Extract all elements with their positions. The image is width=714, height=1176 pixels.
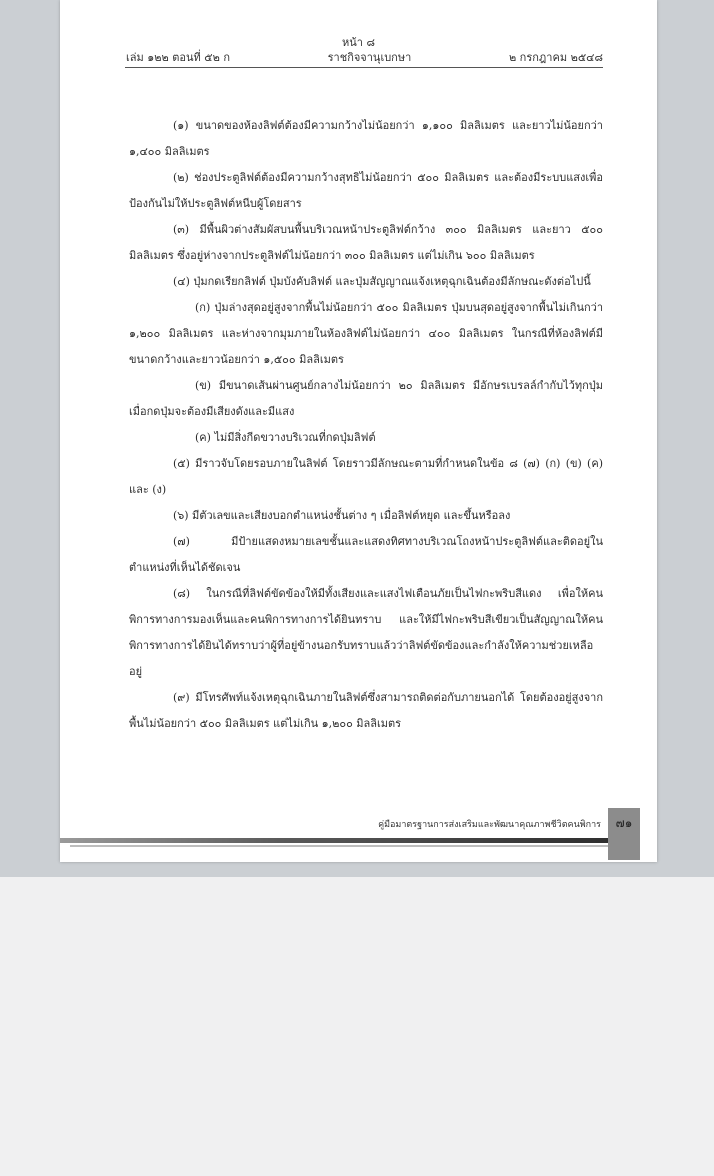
paragraph-7: (๗) มีป้ายแสดงหมายเลขชั้นและแสดงทิศทางบริเวณโถงหน้าประตูลิฟต์และติดอยู่ในตำแหน่งที่เห็นได้ชัดเจน [129, 535, 603, 574]
paragraph-4a: (ก) ปุ่มล่างสุดอยู่สูงจากพื้นไม่น้อยกว่า ๕๐๐ มิลลิเมตร ปุ่มบนสุดอยู่สูงจากพื้นไม่เกินกว่า ๑,๒๐๐ มิลลิเมตร และห่างจากมุมภายในห้องลิฟต์ไม่น้อยกว่า ๔๐๐ มิลลิเมตร ในกรณีที่ห้องลิฟต์มีขนาดกว้างและยาวน้อยกว่า ๑,๕๐๐ มิลลิเมตร [129, 301, 603, 366]
paragraph-9: (๙) มีโทรศัพท์แจ้งเหตุฉุกเฉินภายในลิฟต์ซึ่งสามารถติดต่อกับภายนอกได้ โดยต้องอยู่สูงจากพื้นไม่น้อยกว่า ๕๐๐ มิลลิเมตร แต่ไม่เกิน ๑,๒๐๐ มิลลิเมตร [129, 691, 603, 730]
document-body [129, 113, 603, 737]
header-page-number: หน้า ๘ [342, 36, 375, 49]
paragraph-6: (๖) มีตัวเลขและเสียงบอกตำแหน่งชั้นต่าง ๆ เมื่อลิฟต์หยุด และขึ้นหรือลง [173, 509, 511, 522]
footer-book-title: คู่มือมาตรฐานการส่งเสริมและพัฒนาคุณภาพชีวิตคนพิการ [378, 820, 601, 830]
header-divider [125, 67, 603, 68]
header-row [126, 48, 603, 66]
paragraph-8: (๘) ในกรณีที่ลิฟต์ขัดข้องให้มีทั้งเสียงและแสงไฟเตือนภัยเป็นไฟกะพริบสีแดง เพื่อให้คนพิการทางการมองเห็นและคนพิการทางการได้ยินทราบ และให้มีไฟกะพริบสีเขียวเป็นสัญญาณให้คนพิการทางการได้ยินได้ทราบว่าผู้ที่อยู่ข้างนอกรับทราบแล้วว่าลิฟต์ขัดข้องและกำลังให้ความช่วยเหลืออยู่ [129, 587, 603, 678]
header-publication: ราชกิจจานุเบกษา [327, 51, 412, 64]
footer-divider-shadow [70, 845, 608, 847]
header-date: ๒ กรกฎาคม ๒๕๔๘ [508, 51, 603, 64]
paragraph-4: (๔) ปุ่มกดเรียกลิฟต์ ปุ่มบังคับลิฟต์ และปุ่มสัญญาณแจ้งเหตุฉุกเฉินต้องมีลักษณะดังต่อไปนี้ [173, 275, 591, 288]
paragraph-4b: (ข) มีขนาดเส้นผ่านศูนย์กลางไม่น้อยกว่า ๒๐ มิลลิเมตร มีอักษรเบรลล์กำกับไว้ทุกปุ่มเมื่อกดปุ่มจะต้องมีเสียงดังและมีแสง [129, 379, 603, 418]
paragraph-2: (๒) ช่องประตูลิฟต์ต้องมีความกว้างสุทธิไม่น้อยกว่า ๕๐๐ มิลลิเมตร และต้องมีระบบแสงเพื่อป้องกันไม่ให้ประตูลิฟต์หนีบผู้โดยสาร [129, 171, 603, 210]
document-page [60, 0, 657, 862]
footer-divider [60, 838, 608, 843]
paragraph-4c: (ค) ไม่มีสิ่งกีดขวางบริเวณที่กดปุ่มลิฟต์ [195, 431, 376, 444]
paragraph-1: (๑) ขนาดของห้องลิฟต์ต้องมีความกว้างไม่น้อยกว่า ๑,๑๐๐ มิลลิเมตร และยาวไม่น้อยกว่า ๑,๔๐๐ มิลลิเมตร [129, 119, 603, 158]
page-number-badge: ๗๑ [608, 808, 640, 860]
paragraph-3: (๓) มีพื้นผิวต่างสัมผัสบนพื้นบริเวณหน้าประตูลิฟต์กว้าง ๓๐๐ มิลลิเมตร และยาว ๕๐๐ มิลลิเมตร ซึ่งอยู่ห่างจากประตูลิฟต์ไม่น้อยกว่า ๓๐๐ มิลลิเมตร แต่ไม่เกิน ๖๐๐ มิลลิเมตร [129, 223, 603, 262]
header-volume: เล่ม ๑๒๒ ตอนที่ ๕๒ ก [126, 51, 230, 64]
paragraph-5: (๕) มีราวจับโดยรอบภายในลิฟต์ โดยราวมีลักษณะตามที่กำหนดในข้อ ๘ (๗) (ก) (ข) (ค) และ (ง) [129, 457, 603, 496]
